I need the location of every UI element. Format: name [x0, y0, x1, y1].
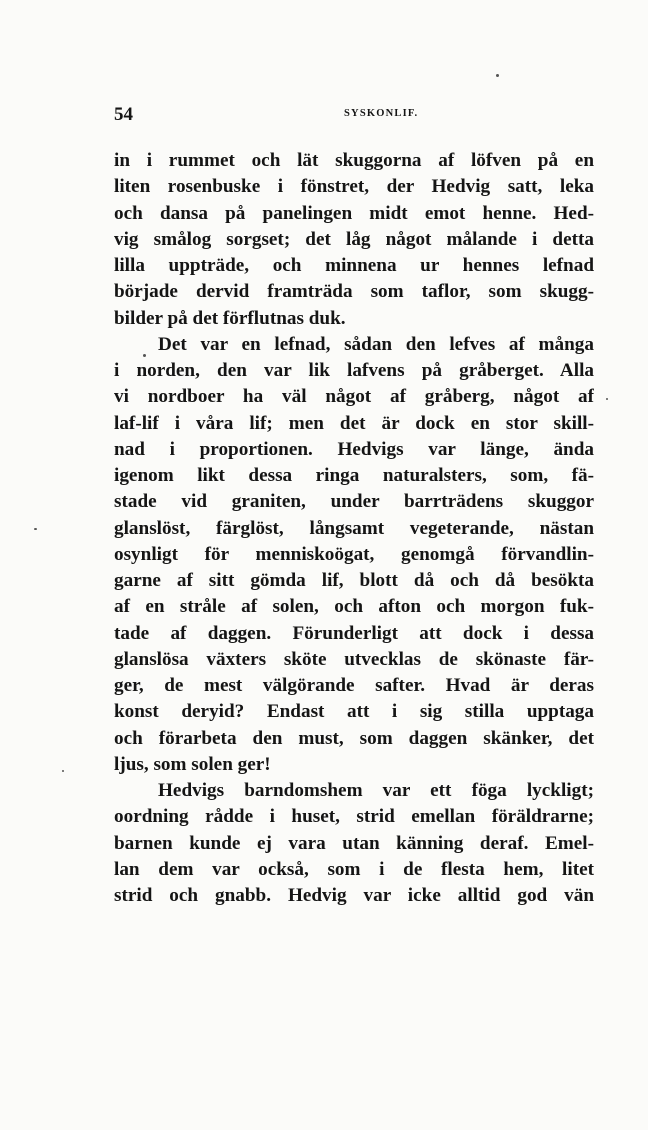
paper-speck: [143, 354, 146, 357]
text-line: strid och gnabb. Hedvig var icke alltid god vän: [114, 885, 594, 906]
text-line: af en stråle af solen, och afton och morgon fuk-: [114, 596, 594, 618]
text-line: glanslöst, färglöst, långsamt vegeterande, nästan: [114, 517, 594, 539]
page-header: [114, 104, 594, 126]
text-line: ger, de mest välgörande safter. Hvad är deras: [114, 675, 594, 696]
text-line: osynligt för menniskoögat, genomgå förvandlin-: [114, 543, 594, 565]
text-line: stade vid graniten, under barrträdens skuggor: [114, 491, 594, 513]
text-line: nad i proportionen. Hedvigs var länge, ända: [114, 438, 594, 460]
text-line: glanslösa växters sköte utvecklas de skönaste fär-: [114, 648, 594, 670]
text-line: lilla uppträde, och minnena ur hennes lefnad: [114, 255, 594, 276]
text-line: konst deryid? Endast att i sig stilla upptaga: [114, 701, 594, 723]
text-line: vig smålog sorgset; det låg något målande i detta: [114, 228, 594, 250]
paper-speck: [34, 528, 37, 530]
text-line: barnen kunde ej vara utan känning deraf. Emel-: [114, 832, 594, 854]
running-head: SYSKONLIF.: [344, 108, 419, 119]
text-line: började dervid framträda som taflor, som skugg-: [114, 281, 594, 303]
text-line: oordning rådde i huset, strid emellan föräldrarne;: [114, 806, 594, 828]
text-line: Hedvigs barndomshem var ett föga lyckligt;: [158, 780, 594, 801]
paper-speck: [496, 74, 499, 77]
body-text: [114, 148, 594, 909]
text-line: ljus, som solen ger!: [114, 753, 271, 775]
text-line: tade af daggen. Förunderligt att dock i dessa: [114, 622, 594, 644]
text-line: igenom likt dessa ringa naturalsters, som, fä-: [114, 465, 594, 486]
page-number: 54: [114, 104, 133, 125]
text-line: lan dem var också, som i de flesta hem, litet: [114, 858, 594, 880]
text-line: liten rosenbuske i fönstret, der Hedvig satt, leka: [114, 176, 594, 198]
text-line: och förarbeta den must, som daggen skänker, det: [114, 727, 594, 749]
text-line: vi nordboer ha väl något af gråberg, något af: [114, 386, 594, 408]
text-line: i norden, den var lik lafvens på gråberget. Alla: [114, 360, 594, 381]
paper-speck: [62, 770, 64, 772]
text-line: in i rummet och lät skuggorna af löfven på en: [114, 150, 594, 171]
text-line: garne af sitt gömda lif, blott då och då besökta: [114, 570, 594, 591]
text-line: och dansa på panelingen midt emot henne. Hed-: [114, 202, 594, 224]
paper-speck: [606, 398, 608, 400]
text-line: Det var en lefnad, sådan den lefves af många: [158, 333, 594, 355]
text-line: laf-lif i våra lif; men det är dock en stor skill-: [114, 412, 594, 434]
text-line: bilder på det förflutnas duk.: [114, 307, 346, 329]
